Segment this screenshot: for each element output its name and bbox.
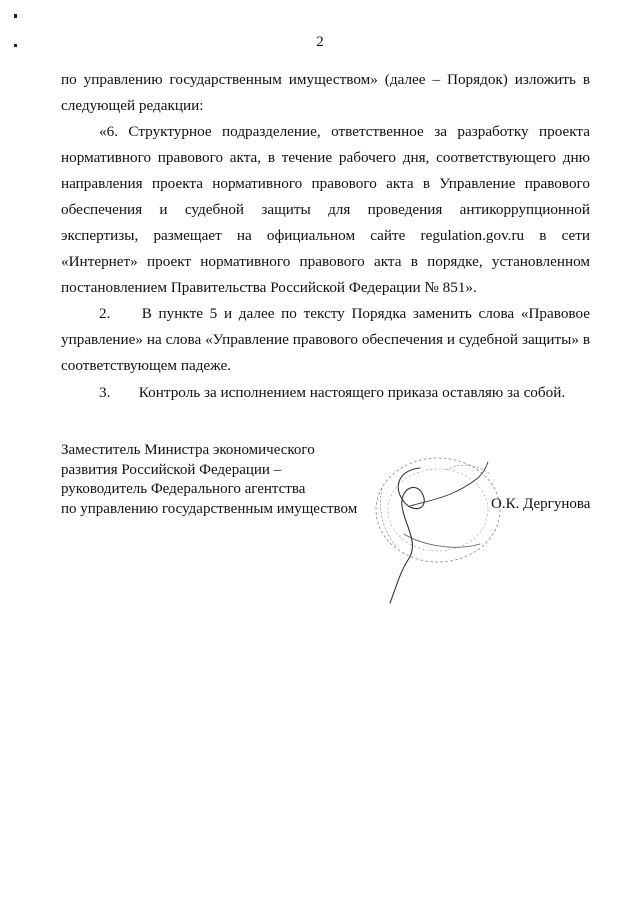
paragraph-clause-6	[61, 119, 590, 301]
scan-dot	[14, 14, 17, 18]
position-line: по управлению государственным имуществом	[61, 500, 358, 517]
paragraph-intro	[61, 67, 590, 119]
signatory-position	[61, 441, 357, 519]
text-line: нормативного правового акта в порядке, установленном постановлением	[61, 253, 590, 296]
text-line: Контроль за исполнением настоящего приказа оставляю за собой.	[138, 384, 566, 401]
item-number: 3.	[99, 384, 111, 401]
list-item-2	[61, 301, 590, 379]
document-body	[61, 67, 590, 406]
page-number: 2	[316, 34, 324, 50]
signatory-name: О.К. Дергунова	[491, 496, 591, 512]
position-line: руководитель Федерального агентства	[61, 481, 306, 497]
text-line: В пункте 5 и далее по тексту Порядка заменить слова «Правовое	[141, 305, 591, 322]
text-line: соответствующем падеже.	[61, 357, 231, 374]
text-line: Правительства Российской Федерации № 851».	[170, 279, 477, 296]
text-line: обеспечения и судебной защиты для проведения антикоррупционной экспертизы,	[61, 201, 590, 244]
position-line: развития Российской Федерации –	[61, 461, 282, 478]
text-line: размещает на официальном сайте regulation.gov.ru в сети «Интернет» проект	[61, 227, 590, 270]
text-line: направления проекта нормативного правового акта в Управление правового	[61, 175, 590, 192]
position-line: Заместитель Министра экономического	[61, 442, 315, 458]
text-line: следующей редакции:	[61, 97, 204, 114]
list-item-3	[61, 380, 590, 406]
text-line: по управлению государственным имуществом» (далее – Порядок) изложить в	[61, 71, 590, 88]
text-line: «6. Структурное подразделение, ответственное за разработку проекта	[99, 123, 590, 140]
text-line: нормативного правового акта, в течение рабочего дня, соответствующего дню	[61, 149, 590, 166]
item-number: 2.	[99, 305, 111, 322]
text-line: управление» на слова «Управление правового обеспечения и судебной защиты» в	[61, 331, 590, 348]
handwritten-signature	[360, 448, 510, 608]
